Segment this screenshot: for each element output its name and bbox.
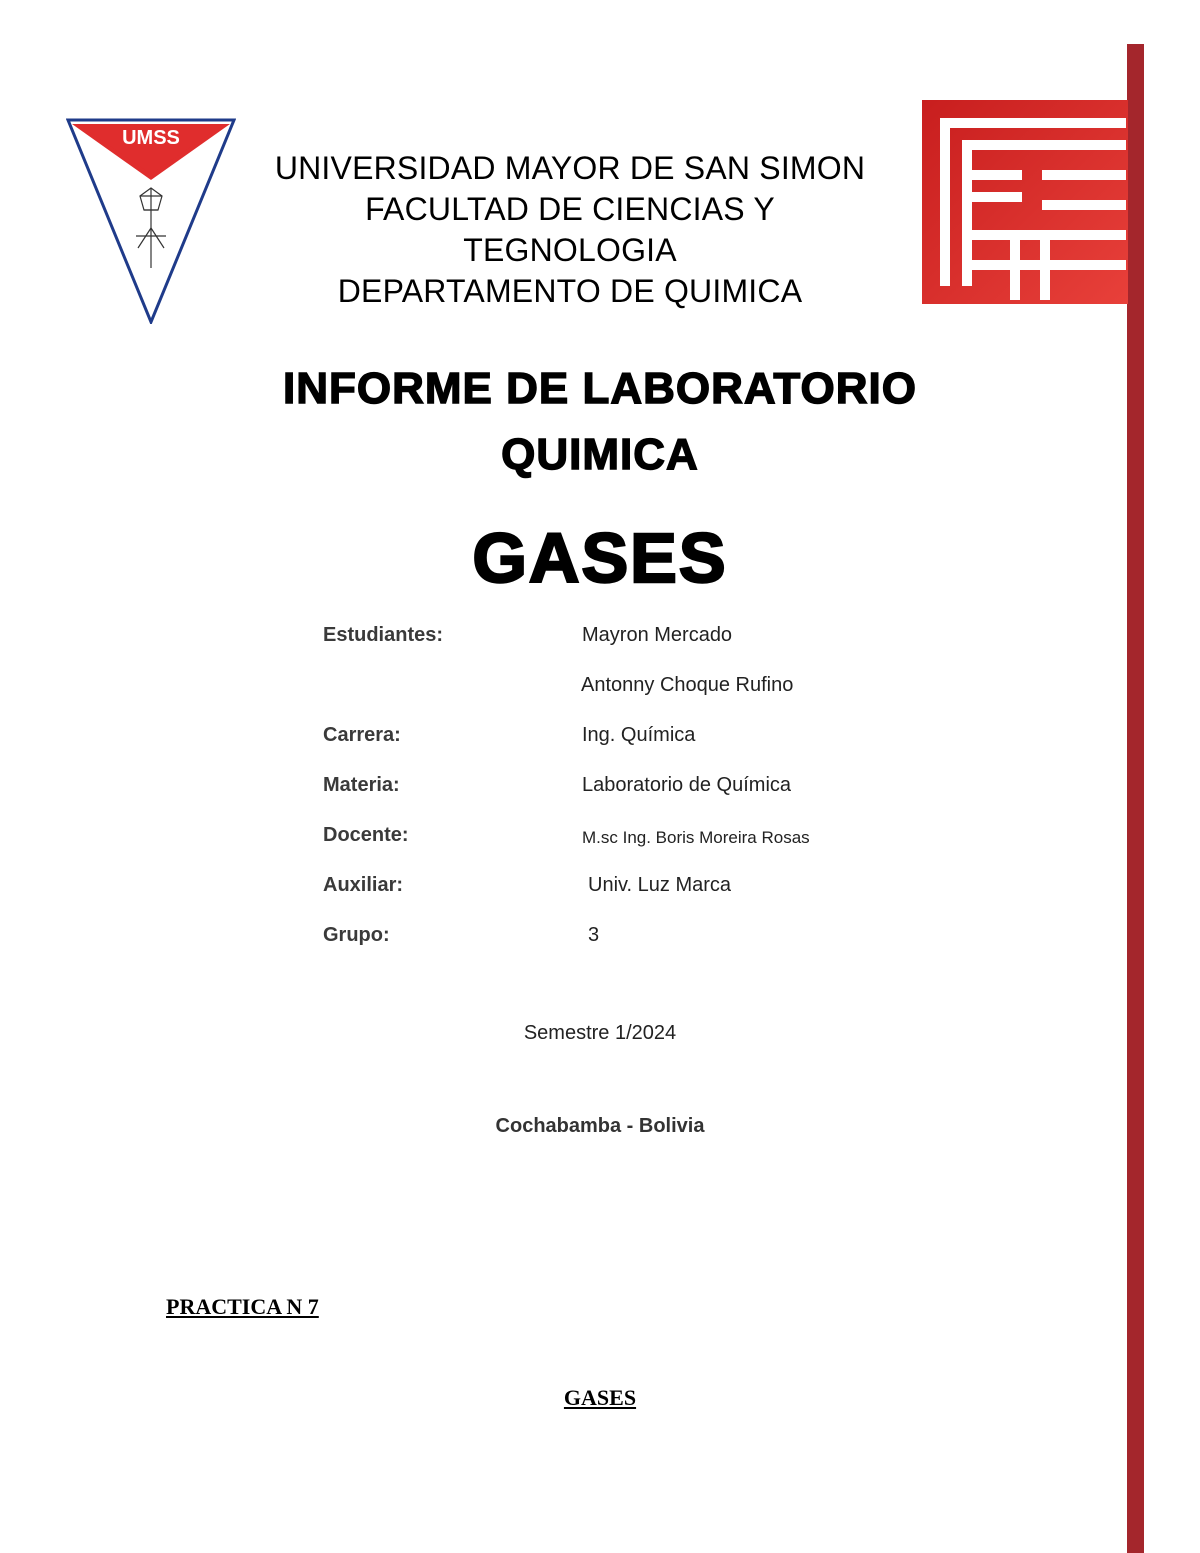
info-row-students (323, 624, 943, 674)
info-row-teacher (323, 824, 943, 874)
students-label: Estudiantes: (323, 624, 444, 646)
report-title-line1: INFORME DE LABORATORIO (283, 364, 917, 413)
teacher-label: Docente: (323, 824, 409, 846)
assistant-label: Auxiliar: (323, 874, 404, 896)
info-row-group (323, 924, 943, 974)
info-row-career (323, 724, 943, 774)
right-border-bar (1127, 44, 1144, 1553)
career-label: Carrera: (323, 724, 401, 746)
faculty-name-line2: TEGNOLOGIA (463, 232, 677, 268)
section-title: GASES (563, 1385, 637, 1410)
practice-number: PRACTICA N 7 (166, 1294, 319, 1319)
info-row-students-2 (323, 674, 943, 724)
university-header (240, 148, 900, 312)
group-value: 3 (588, 924, 600, 946)
teacher-value: M.sc Ing. Boris Moreira Rosas (582, 828, 810, 847)
university-name: UNIVERSIDAD MAYOR DE SAN SIMON (274, 150, 866, 186)
subject-label: Materia: (323, 774, 400, 796)
fcyt-logo (922, 100, 1128, 304)
info-table (323, 624, 943, 974)
svg-text:UMSS: UMSS (122, 127, 180, 149)
group-label: Grupo: (323, 924, 390, 946)
department-name: DEPARTAMENTO DE QUIMICA (337, 273, 803, 309)
faculty-name-line1: FACULTAD DE CIENCIAS Y (365, 191, 775, 227)
info-row-subject (323, 774, 943, 824)
career-value: Ing. Química (582, 724, 696, 746)
semester: Semestre 1/2024 (523, 1022, 677, 1044)
subject-value: Laboratorio de Química (582, 774, 792, 796)
umss-logo (66, 118, 236, 324)
student-1: Mayron Mercado (582, 624, 733, 646)
report-title (200, 356, 1000, 488)
info-row-assistant (323, 874, 943, 924)
assistant-value: Univ. Luz Marca (588, 874, 732, 896)
city: Cochabamba - Bolivia (495, 1115, 705, 1137)
report-title-line2: QUIMICA (501, 430, 699, 479)
student-2: Antonny Choque Rufino (581, 674, 794, 696)
main-title: GASES (472, 519, 728, 597)
